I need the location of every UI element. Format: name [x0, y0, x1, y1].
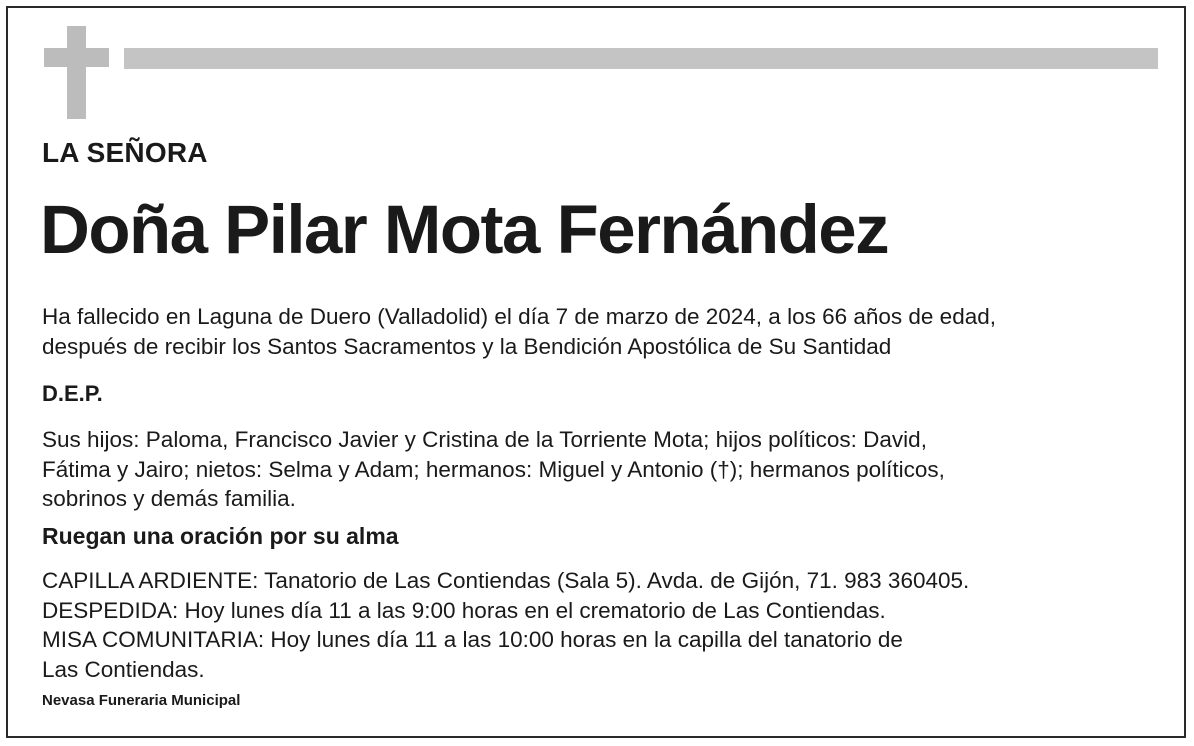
chapel-info: CAPILLA ARDIENTE: Tanatorio de Las Contiendas (Sala 5). Avda. de Gijón, 71. 983 360405.: [42, 568, 970, 593]
announcement-line: Ha fallecido en Laguna de Duero (Valladolid) el día 7 de marzo de 2024, a los 66 años de edad,: [42, 304, 996, 329]
announcement-line: después de recibir los Santos Sacramentos y la Bendición Apostólica de Su Santidad: [42, 333, 892, 359]
rip-label: D.E.P.: [42, 381, 103, 406]
family-line: Sus hijos: Paloma, Francisco Javier y Cristina de la Torriente Mota; hijos políticos: David,: [42, 427, 927, 452]
farewell-info: DESPEDIDA: Hoy lunes día 11 a las 9:00 horas en el crematorio de Las Contiendas.: [42, 597, 886, 623]
deceased-name: Doña Pilar Mota Fernández: [40, 191, 889, 268]
cross-icon: [44, 26, 109, 119]
service-details: [42, 566, 969, 684]
cross-vertical-beam: [67, 26, 86, 119]
family-list: [42, 425, 945, 514]
family-line: sobrinos y demás familia.: [42, 486, 296, 511]
death-announcement: [42, 302, 996, 361]
honorific-heading: LA SEÑORA: [42, 137, 208, 168]
cross-horizontal-beam: [44, 48, 109, 67]
family-line: Fátima y Jairo; nietos: Selma y Adam; hermanos: Miguel y Antonio (†); hermanos políticos,: [42, 456, 945, 482]
funeral-home-name: Nevasa Funeraria Municipal: [42, 692, 241, 709]
mass-info: MISA COMUNITARIA: Hoy lunes día 11 a las 10:00 horas en la capilla del tanatorio de: [42, 627, 903, 652]
mass-info-continued: Las Contiendas.: [42, 656, 205, 682]
prayer-request: Ruegan una oración por su alma: [42, 523, 399, 549]
header-divider-bar: [124, 48, 1158, 69]
